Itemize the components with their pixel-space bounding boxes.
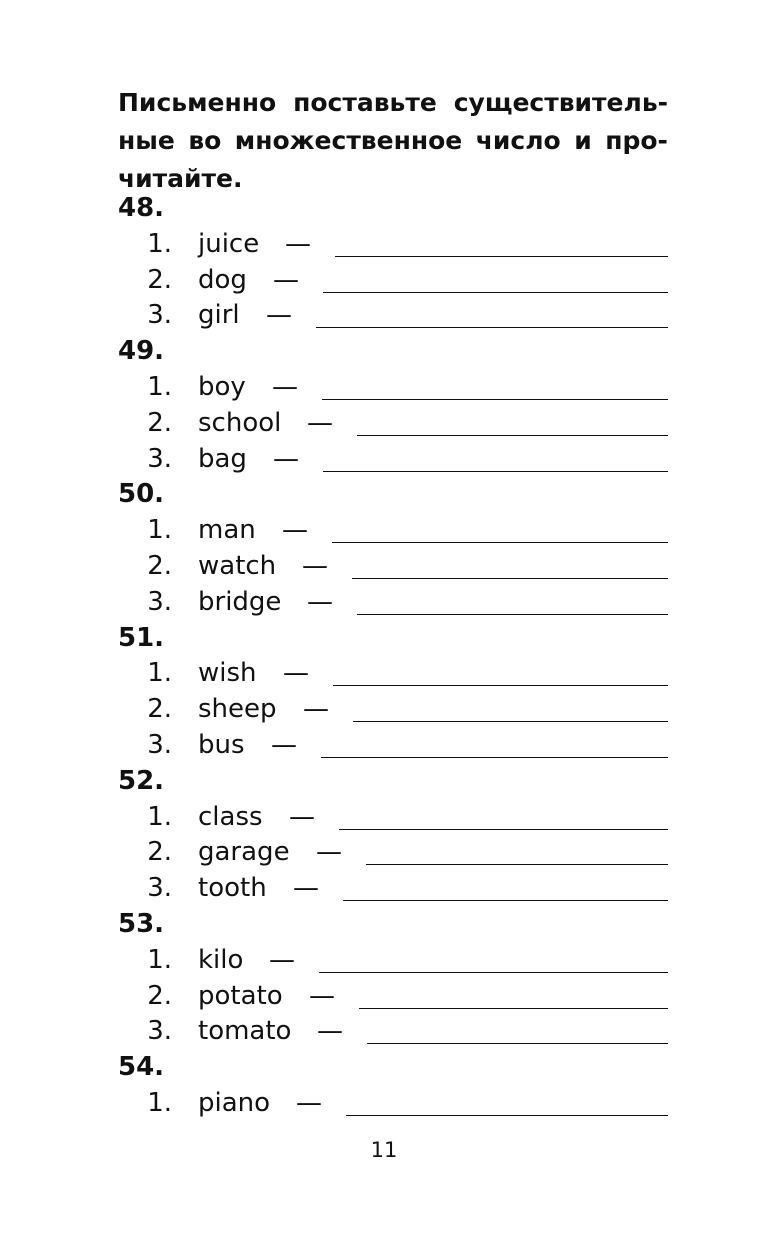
- item-word: wish: [198, 658, 257, 689]
- answer-blank-line[interactable]: [357, 614, 668, 615]
- exercise-number: 49.: [118, 336, 165, 367]
- item-word: bus: [198, 730, 245, 760]
- item-dash: —: [307, 586, 333, 617]
- item-word: juice: [198, 228, 260, 259]
- exercise-item: [0, 978, 768, 1014]
- item-dash: —: [283, 658, 309, 689]
- exercise-item: [0, 548, 768, 584]
- item-word: kilo: [198, 944, 244, 975]
- item-number: 3.: [147, 586, 172, 617]
- instruction-line: [118, 160, 668, 198]
- exercise-item: [0, 691, 768, 727]
- item-word: sheep: [198, 694, 277, 725]
- item-number: 2.: [147, 837, 172, 868]
- item-word: watch: [198, 551, 277, 581]
- exercise-number: 51.: [118, 622, 165, 653]
- instruction-word: ные: [118, 126, 175, 155]
- item-number: 2.: [147, 694, 172, 725]
- item-word: bag: [198, 443, 247, 474]
- exercise-item: [0, 834, 768, 870]
- item-dash: —: [273, 264, 299, 295]
- exercise-item: [0, 441, 768, 477]
- exercise-number: 53.: [118, 909, 165, 939]
- answer-blank-line[interactable]: [323, 471, 668, 472]
- item-number: 3.: [147, 443, 172, 474]
- answer-blank-line[interactable]: [321, 757, 668, 758]
- answer-blank-line[interactable]: [357, 435, 668, 436]
- item-word: class: [198, 801, 263, 832]
- item-number: 2.: [147, 551, 172, 581]
- exercise-item: [0, 262, 768, 298]
- answer-blank-line[interactable]: [332, 542, 668, 543]
- item-number: 3.: [147, 730, 172, 760]
- instruction-line: [118, 84, 668, 122]
- item-word: tooth: [198, 873, 267, 904]
- item-dash: —: [285, 228, 311, 259]
- item-number: 2.: [147, 980, 172, 1011]
- page-number: 11: [370, 1138, 398, 1162]
- item-number: 1.: [147, 658, 172, 689]
- answer-blank-line[interactable]: [367, 1043, 668, 1044]
- exercise-item: [0, 727, 768, 763]
- item-number: 1.: [147, 372, 172, 402]
- instruction-word: существитель-: [453, 88, 668, 117]
- exercise-item: [0, 405, 768, 441]
- item-dash: —: [316, 837, 342, 868]
- instruction-line: [118, 122, 668, 160]
- answer-blank-line[interactable]: [323, 292, 668, 293]
- item-word: garage: [198, 837, 290, 868]
- instruction-word: поставьте: [293, 88, 437, 117]
- item-word: dog: [198, 264, 247, 295]
- item-number: 1.: [147, 944, 172, 975]
- exercise-item: [0, 226, 768, 262]
- item-dash: —: [293, 873, 319, 904]
- item-number: 3.: [147, 873, 172, 904]
- instruction-word: во: [188, 126, 222, 155]
- exercise-item: [0, 942, 768, 978]
- item-word: girl: [198, 300, 240, 331]
- item-dash: —: [266, 300, 292, 331]
- item-word: school: [198, 407, 282, 438]
- item-dash: —: [273, 443, 299, 474]
- item-word: bridge: [198, 586, 282, 617]
- instruction-word: Письменно: [118, 88, 277, 117]
- item-word: piano: [198, 1088, 271, 1118]
- item-word: tomato: [198, 1016, 292, 1047]
- answer-blank-line[interactable]: [335, 256, 668, 257]
- answer-blank-line[interactable]: [343, 900, 668, 901]
- instruction-word: читайте.: [118, 164, 243, 193]
- exercise-item: [0, 512, 768, 548]
- exercise-item: [0, 1013, 768, 1049]
- item-dash: —: [307, 407, 333, 438]
- item-word: man: [198, 515, 256, 546]
- item-word: boy: [198, 372, 246, 402]
- item-number: 2.: [147, 407, 172, 438]
- item-dash: —: [272, 372, 298, 402]
- exercise-item: [0, 1085, 768, 1121]
- instruction-text: [118, 84, 668, 198]
- exercise-number: 54.: [118, 1052, 165, 1083]
- instruction-word: число: [475, 126, 561, 155]
- item-dash: —: [302, 551, 328, 581]
- exercise-number: 50.: [118, 479, 165, 510]
- item-dash: —: [271, 730, 297, 760]
- item-number: 3.: [147, 300, 172, 331]
- item-number: 3.: [147, 1016, 172, 1047]
- instruction-word: про-: [605, 126, 668, 155]
- instruction-word: и: [574, 126, 592, 155]
- exercise-item: [0, 655, 768, 691]
- answer-blank-line[interactable]: [353, 721, 668, 722]
- item-number: 1.: [147, 801, 172, 832]
- item-word: potato: [198, 980, 283, 1011]
- item-dash: —: [303, 694, 329, 725]
- answer-blank-line[interactable]: [352, 578, 668, 579]
- item-number: 1.: [147, 1088, 172, 1118]
- answer-blank-line[interactable]: [322, 399, 668, 400]
- exercise-item: [0, 799, 768, 835]
- answer-blank-line[interactable]: [316, 327, 668, 328]
- answer-blank-line[interactable]: [339, 829, 668, 830]
- exercise-item: [0, 369, 768, 405]
- item-number: 1.: [147, 515, 172, 546]
- item-dash: —: [317, 1016, 343, 1047]
- item-dash: —: [289, 801, 315, 832]
- item-dash: —: [309, 980, 335, 1011]
- answer-blank-line[interactable]: [366, 864, 668, 865]
- item-number: 2.: [147, 264, 172, 295]
- item-dash: —: [296, 1088, 322, 1118]
- item-number: 1.: [147, 228, 172, 259]
- instruction-word: множественное: [234, 126, 463, 155]
- answer-blank-line[interactable]: [359, 1008, 668, 1009]
- answer-blank-line[interactable]: [319, 972, 668, 973]
- exercise-number: 52.: [118, 765, 165, 796]
- answer-blank-line[interactable]: [346, 1115, 668, 1116]
- answer-blank-line[interactable]: [333, 685, 668, 686]
- exercise-item: [0, 870, 768, 906]
- item-dash: —: [282, 515, 308, 546]
- exercise-item: [0, 584, 768, 620]
- exercise-number: 48.: [118, 193, 165, 223]
- exercise-item: [0, 297, 768, 333]
- item-dash: —: [269, 944, 295, 975]
